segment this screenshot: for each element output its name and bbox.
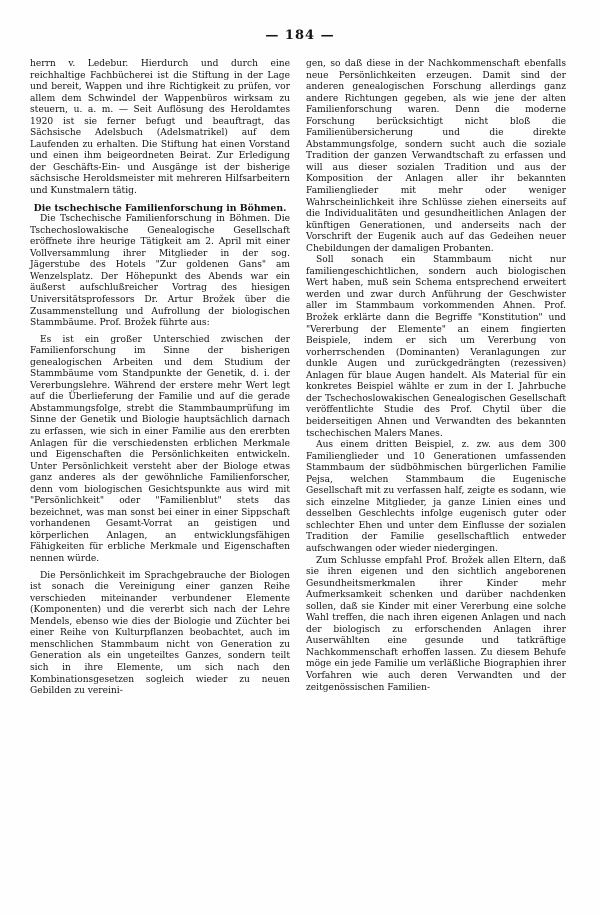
paragraph: Zum Schlusse empfahl Prof. Brožek allen Eltern, daß sie ihren eigenen und den sichtlich angeborenen Gesundheitsmerkmalen ihrer Kinder mehr Aufmerksamkeit schenken und darüber nachdenken sollen, daß sie Kinder mit einer Vererbung eine solche Wahl treffen, die nach ihren eigenen Anlagen und nach der biologisch zu erforschenden Anlagen ihrer Auserwählten eine gesunde und tatkräftige Nachkommenschaft erhoffen lassen. Zu diesem Behufe möge ein jede Familie um verläßliche Biographien ihrer Vorfahren wie auch deren Verwandten und der zeitgenössischen Familien- [306, 555, 566, 693]
paragraph: Die Tschechische Familienforschung in Böhmen. Die Tschechoslowakische Genealogische Gesellschaft eröffnete ihre heurige Tätigkeit am 2. April mit einer Vollversammlung ihrer Mitglieder in der sog. Jägerstube des Hotels "Zur goldenen Gans" am Wenzelsplatz. Der Höhepunkt des Abends war ein äußerst aufschlußreicher Vortrag des hiesigen Universitätsprofessors Dr. Artur Brožek über die Zusammenstellung und Aufrollung der biologischen Stammbäume. Prof. Brožek führte aus: [30, 214, 290, 329]
left-column [30, 59, 290, 885]
right-column [306, 59, 566, 885]
paragraph: Die Persönlichkeit im Sprachgebrauche der Biologen ist sonach die Vereinigung einer ganzen Reihe verschieden miteinander verbundener Elemente (Komponenten) und die vererbt sich nach der Lehre Mendels, ebenso wie dies der Biologie und Züchter bei einer Reihe von Kulturpflanzen beobachtet, auch im menschlichen Stammbaum nicht von Generation zu Generation als ein ungeteiltes Ganzes, sondern teilt sich in ihre Elemente, um sich nach den Kombinationsgesetzen sogleich wieder zu neuen Gebilden zu vereini- [30, 570, 290, 697]
section-heading: Die tschechische Familienforschung in Böhmen. [33, 202, 287, 214]
paragraph: gen, so daß diese in der Nachkommenschaft ebenfalls neue Persönlichkeiten erzeugen. Damit sind der anderen genealogischen Forschung allerdings ganz andere Richtungen gegeben, als wie jene der alten Familienforschung waren. Denn die moderne Forschung berücksichtigt nicht bloß die Familienübersicherung und die direkte Abstammungsfolge, sondern sucht auch die soziale Tradition der ganzen Verwandtschaft zu erfassen und will aus dieser sozialen Tradition und aus der Komposition der Anlagen aller ihr bekannten Familienglieder mit mehr oder weniger Wahrscheinlichkeit ihre Schlüsse ziehen einerseits auf die Individualitäten und gesundheitlichen Anlagen der künftigen Generationen, und anderseits nach der Vorschrift der Eugenik auch auf das Gedeihen neuer Chebildungen der damaligen Probanten. [306, 59, 566, 254]
paragraph: Aus einem dritten Beispiel, z. zw. aus dem 300 Familienglieder und 10 Generationen umfassenden Stammbaum der südböhmischen bürgerlichen Familie Pejsa, welchen Stammbaum die Eugenische Gesellschaft mit zu verfassen half, zeigte es sodann, wie sich einzelne Mitglieder, ja ganze Linien eines und desselben Geschlechts infolge eugenisch guter oder schlechter Ehen und unter dem Einflusse der sozialen Tradition der Familie gesellschaftlich entweder aufschwangen oder wieder niedergingen. [306, 440, 566, 554]
paragraph: herrn v. Ledebur. Hierdurch und durch eine reichhaltige Fachbücherei ist die Stiftung in der Lage und bereit, Wappen und ihre Richtigkeit zu prüfen, vor allem dem Schwindel der Wappenbüros wirksam zu steuern, u. a. m. — Seit Auflösung des Heroldamtes 1920 ist sie ferner befugt und beauftragt, das Sächsische Adelsbuch (Adelsmatrikel) auf dem Laufenden zu erhalten. Die Stiftung hat einen Vorstand und einen ihm beigeordneten Beirat. Zur Erledigung der Geschäfts-Ein- und Ausgänge ist der bisherige sächsische Heroldsmeister mit mehreren Hilfsarbeitern und Kunstmalern tätig. [30, 59, 290, 197]
page-number-header: — 184 — [265, 28, 335, 43]
paragraph: Soll sonach ein Stammbaum nicht nur familiengeschichtlichen, sondern auch biologischen Wert haben, muß sein Schema entsprechend erweitert werden und zwar durch Anführung der Geschwister aller im Stammbaum vorkommenden Ahnen. Prof. Brožek erklärte dann die Begriffe "Konstitution" und "Vererbung der Elemente" an einem fingierten Beispiele, indem er sich um Vererbung von vorherrschenden (Dominanten) Veranlagungen zur dunkle Augen und zurückgedrängten (rezessiven) Anlagen für blaue Augen handelt. Als Material für ein konkretes Beispiel wählte er zum in der I. Jahrbuche der Tschechoslowakischen Genealogischen Gesellschaft veröffentlichte Studie des Prof. Chytil über die beiderseitigen Ahnen und Verwandten des bekannten tschechischen Malers Manes. [306, 255, 566, 439]
paragraph: Es ist ein großer Unterschied zwischen der Familienforschung im Sinne der bisherigen genealogischen Arbeiten und dem Studium der Stammbäume vom Standpunkte der Genetik, d. i. der Vererbungslehre. Während der erstere mehr Wert legt auf die Überlieferung der Familie und auf die gerade Abstammungsfolge, strebt die Stammbaumprüfung im Sinne der Genetik und Biologie hauptsächlich darnach zu erfassen, wie sich in einer Familie aus den ererbten Anlagen für die verschiedensten erblichen Merkmale und Eigenschaften die Persönlichkeiten entwickeln. Unter Persönlichkeit versteht aber der Biologe etwas ganz anderes als der gewöhnliche Familienforscher, denn vom biologischen Gesichtspunkte aus wird mit "Persönlichkeit" oder "Familienblut" stets das bezeichnet, was man sonst bei einer in einer Sippschaft vorhandenen Gesamt-Vorrat an geistigen und körperlichen Anlagen, an entwicklungsfähigen Fähigkeiten für erbliche Merkmale und Eigenschaften nennen würde. [30, 334, 290, 565]
text-columns [30, 59, 570, 885]
